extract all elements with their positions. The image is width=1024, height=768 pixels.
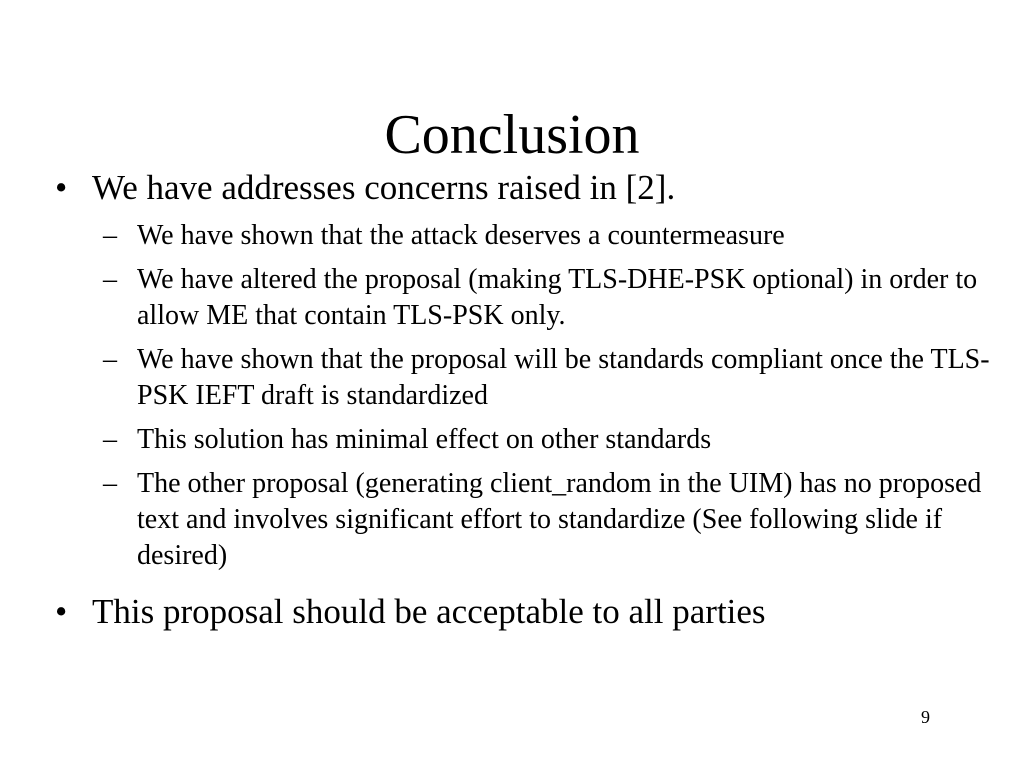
sub-bullet-point <box>55 218 995 254</box>
bullet-text: This proposal should be acceptable to all parties <box>92 592 766 631</box>
sub-bullet-point <box>55 466 995 574</box>
slide-number: 9 <box>921 707 930 727</box>
sub-bullet-point <box>55 422 995 458</box>
dash-icon: – <box>103 424 117 455</box>
bullet-point <box>55 168 995 208</box>
sub-bullet-list <box>55 218 995 574</box>
bullet-text: We have addresses concerns raised in [2]. <box>92 168 676 207</box>
slide-title: Conclusion <box>384 104 640 166</box>
dash-icon: – <box>103 344 117 375</box>
bullet-icon: • <box>55 168 68 207</box>
sub-bullet-text: We have shown that the proposal will be standards compliant once the TLS-PSK IEFT draft is standardized <box>137 344 990 411</box>
slide-content <box>55 166 995 632</box>
sub-bullet-text: This solution has minimal effect on other standards <box>137 424 712 455</box>
sub-bullet-point <box>55 262 995 334</box>
bullet-point <box>55 592 995 632</box>
dash-icon: – <box>103 468 117 499</box>
sub-bullet-text: The other proposal (generating client_random in the UIM) has no proposed text and involves significant effort to standardize (See following slide if desired) <box>137 468 982 571</box>
dash-icon: – <box>103 264 117 295</box>
sub-bullet-text: We have shown that the attack deserves a countermeasure <box>137 220 785 251</box>
sub-bullet-point <box>55 342 995 414</box>
sub-bullet-text: We have altered the proposal (making TLS-DHE-PSK optional) in order to allow ME that contain TLS-PSK only. <box>137 264 978 331</box>
dash-icon: – <box>103 220 117 251</box>
bullet-icon: • <box>55 592 68 631</box>
